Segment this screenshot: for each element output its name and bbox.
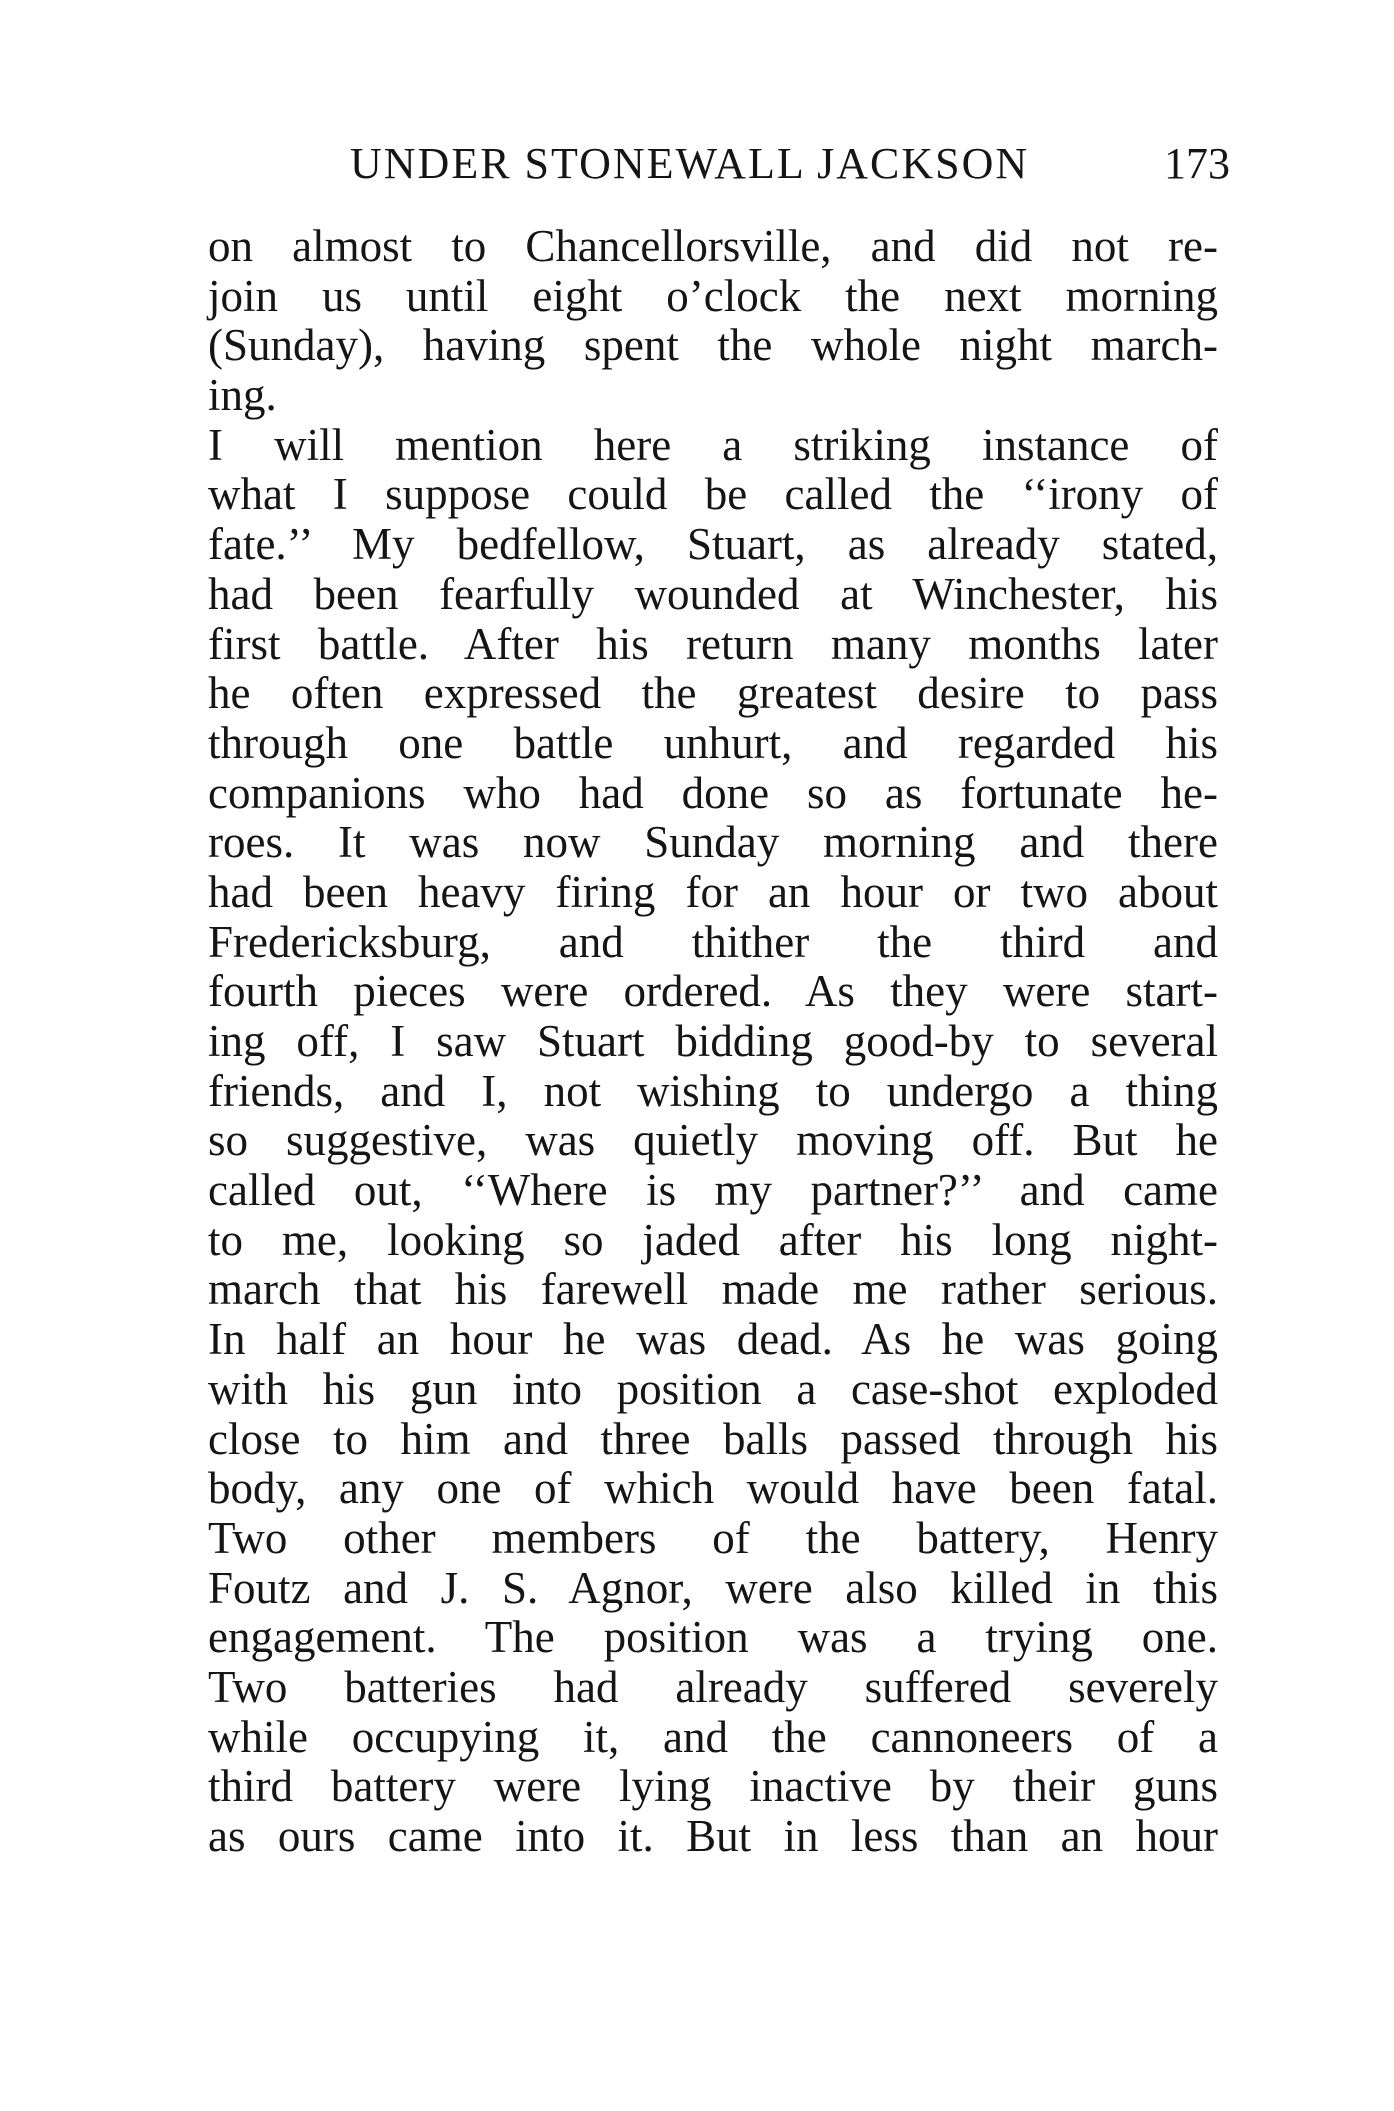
text-line: (Sunday), having spent the whole night march- (208, 320, 1218, 371)
text-line: with his gun into position a case-shot exploded (208, 1363, 1218, 1414)
text-line: he often expressed the greatest desire to pass (208, 668, 1218, 719)
text-line: close to him and three balls passed through his (208, 1413, 1218, 1464)
text-line: what I suppose could be called the ‘‘irony of (208, 469, 1218, 520)
text-line: join us until eight o’clock the next morning (208, 270, 1218, 321)
text-line: Fredericksburg, and thither the third and (208, 916, 1218, 967)
text-line: march that his farewell made me rather serious. (208, 1264, 1218, 1315)
text-line: ing. (208, 370, 277, 421)
text-line: roes. It was now Sunday morning and there (208, 817, 1218, 868)
text-line: I will mention here a striking instance of (208, 419, 1218, 470)
text-line: fourth pieces were ordered. As they were start- (208, 966, 1218, 1017)
text-line: first battle. After his return many months later (208, 618, 1218, 669)
text-line: body, any one of which would have been fatal. (208, 1463, 1218, 1514)
text-line: while occupying it, and the cannoneers of a (208, 1711, 1218, 1762)
text-line: called out, ‘‘Where is my partner?’’ and came (208, 1165, 1218, 1216)
text-line: Foutz and J. S. Agnor, were also killed in this (208, 1562, 1218, 1613)
text-line: engagement. The position was a trying one. (208, 1612, 1218, 1663)
text-line: through one battle unhurt, and regarded his (208, 717, 1218, 768)
text-line: fate.’’ My bedfellow, Stuart, as already stated, (208, 519, 1218, 570)
text-line: as ours came into it. But in less than an hour (208, 1811, 1218, 1861)
text-line: Two other members of the battery, Henry (208, 1512, 1218, 1563)
text-line: companions who had done so as fortunate he- (208, 767, 1218, 818)
text-line: had been fearfully wounded at Winchester, his (208, 568, 1218, 619)
text-line: so suggestive, was quietly moving off. But he (208, 1115, 1218, 1166)
text-line: In half an hour he was dead. As he was going (208, 1314, 1218, 1365)
page-number: 173 (1164, 139, 1230, 188)
text-line: third battery were lying inactive by their guns (208, 1761, 1218, 1812)
text-line: on almost to Chancellorsville, and did not re- (208, 221, 1218, 271)
text-line: Two batteries had already suffered severely (208, 1661, 1218, 1712)
text-line: to me, looking so jaded after his long night- (208, 1214, 1218, 1265)
body-text (208, 222, 1218, 1862)
page-header (350, 138, 1230, 198)
running-head: UNDER STONEWALL JACKSON (350, 139, 1030, 188)
text-line: had been heavy firing for an hour or two about (208, 866, 1218, 917)
text-line: ing off, I saw Stuart bidding good-by to several (208, 1016, 1218, 1066)
text-line: friends, and I, not wishing to undergo a thing (208, 1065, 1218, 1116)
